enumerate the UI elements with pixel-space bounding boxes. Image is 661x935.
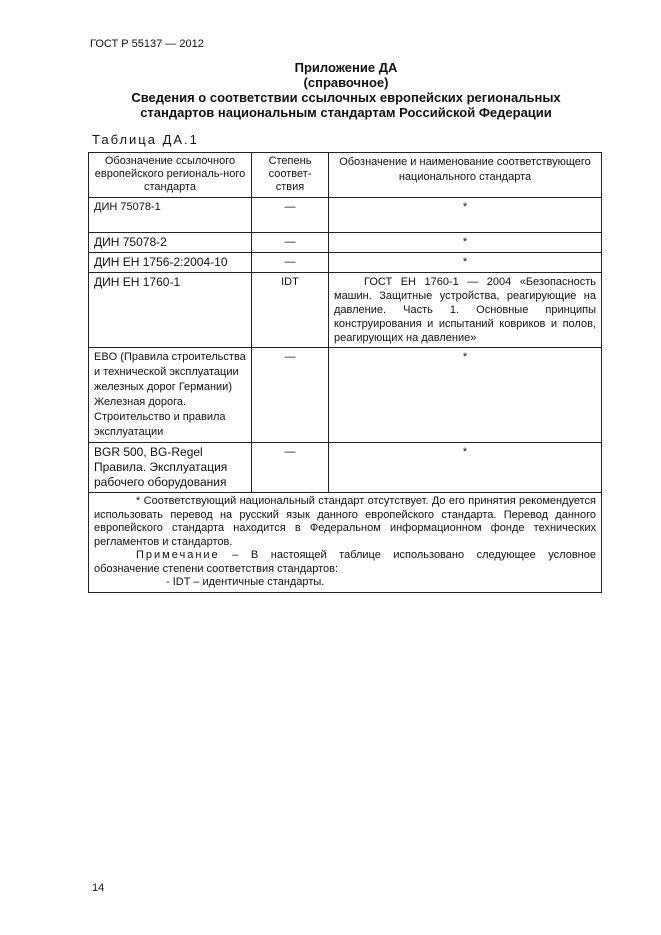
note-text: – В настоящей таблице использовано следующее условное обозначение степени соответствия стандартов: bbox=[94, 549, 596, 575]
row-designation: ДИН 75078-2 bbox=[89, 233, 252, 253]
row-national: * bbox=[329, 198, 602, 233]
table-row bbox=[89, 273, 602, 348]
row-national: * bbox=[329, 233, 602, 253]
appendix-heading-line-2: стандартов национальным стандартам Российской Федерации bbox=[140, 105, 552, 120]
appendix-subtitle: (справочное) bbox=[303, 75, 389, 90]
table-footnote-row bbox=[89, 493, 602, 593]
table-caption: Таблица ДА.1 bbox=[92, 132, 199, 147]
idt-definition: - IDT – идентичные стандарты. bbox=[166, 576, 325, 588]
appendix-title: Приложение ДА bbox=[294, 60, 398, 75]
table-footnote-cell bbox=[89, 493, 602, 593]
row-national: ГОСТ ЕН 1760-1 — 2004 «Безопасность машин. Защитные устройства, реагирующие на давление. Часть 1. Основные принципы конструирования и испытаний ковриков и полов, реагирующих на давление» bbox=[329, 273, 602, 348]
header-designation: Обозначение ссылочного европейского региональ-ного стандарта bbox=[89, 153, 252, 198]
row-degree: — bbox=[252, 348, 329, 443]
table-row bbox=[89, 253, 602, 273]
note-paragraph bbox=[94, 549, 596, 576]
row-national: * bbox=[329, 443, 602, 493]
header-national-standard: Обозначение и наименование соответствующего национального стандарта bbox=[329, 153, 602, 198]
row-degree: — bbox=[252, 198, 329, 233]
row-designation: EBO (Правила строительства и технической эксплуатации железных дорог Германии) Железная дорога. Строительство и правила эксплуатации bbox=[89, 348, 252, 443]
table-row bbox=[89, 198, 602, 233]
page-number: 14 bbox=[92, 882, 105, 894]
row-degree: IDT bbox=[252, 273, 329, 348]
row-designation: BGR 500, BG-Regel Правила. Эксплуатация рабочего оборудования bbox=[89, 443, 252, 493]
table-row bbox=[89, 348, 602, 443]
header-degree: Степень соответ-ствия bbox=[252, 153, 329, 198]
table-row bbox=[89, 233, 602, 253]
row-degree: — bbox=[252, 253, 329, 273]
appendix-heading-line-1: Сведения о соответствии ссылочных европейских региональных bbox=[131, 90, 561, 105]
row-degree: — bbox=[252, 233, 329, 253]
document-header: ГОСТ Р 55137 — 2012 bbox=[90, 38, 204, 50]
footnote-text: * Соответствующий национальный стандарт отсутствует. До его принятия рекомендуется использовать перевод на русский язык данного европейского стандарта. Перевод данного европейского стандарта находится в Федеральном информационном фонде технических регламентов и стандартов. bbox=[94, 495, 596, 548]
row-designation: ДИН ЕН 1760-1 bbox=[89, 273, 252, 348]
appendix-title-block bbox=[90, 60, 602, 120]
table-header-row bbox=[89, 153, 602, 198]
row-national: * bbox=[329, 253, 602, 273]
table-row bbox=[89, 443, 602, 493]
row-national: * bbox=[329, 348, 602, 443]
row-designation: ДИН ЕН 1756-2:2004-10 bbox=[89, 253, 252, 273]
row-degree: — bbox=[252, 443, 329, 493]
note-label: Примечание bbox=[136, 549, 220, 561]
correspondence-table bbox=[88, 152, 602, 593]
row-designation: ДИН 75078-1 bbox=[89, 198, 252, 233]
